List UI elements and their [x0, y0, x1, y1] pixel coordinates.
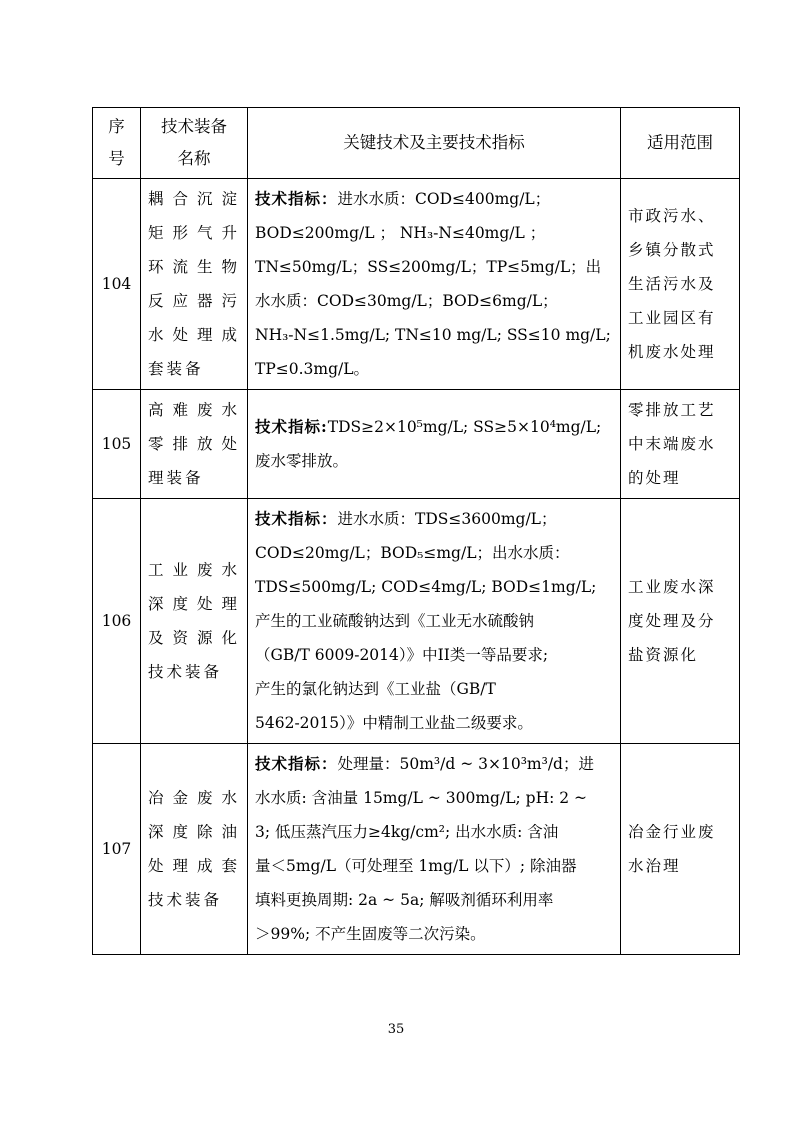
table-row	[93, 390, 740, 499]
spec-line	[255, 410, 613, 444]
equipment-name-line: 零 排 放 处	[148, 435, 240, 453]
spec-text: 5462-2015）》中精制工业盐二级要求。	[255, 714, 533, 732]
scope-line: 盐资源化	[628, 646, 699, 664]
spec-text: 进水水质：TDS≤3600mg/L；	[337, 510, 557, 528]
row-seq: 105	[93, 390, 141, 499]
spec-text: ＞99%; 不产生固废等二次污染。	[255, 925, 486, 943]
spec-text: 填料更换周期: 2a ~ 5a; 解吸剂循环利用率	[255, 891, 554, 909]
header-name-line1: 技术装备	[161, 117, 227, 136]
spec-line	[255, 815, 613, 849]
row-equipment-name	[141, 499, 248, 744]
row-seq: 104	[93, 179, 141, 390]
spec-text: （GB/T 6009-2014）》中II类一等品要求;	[255, 646, 549, 664]
spec-line	[255, 502, 613, 536]
spec-text: 处理量：50m³/d ~ 3×10³m³/d；进	[337, 755, 594, 773]
row-spec	[248, 390, 621, 499]
spec-line	[255, 781, 613, 815]
spec-line	[255, 570, 613, 604]
header-name-line2: 名称	[177, 149, 211, 168]
header-seq-line2: 号	[108, 149, 125, 168]
equipment-name-line: 技术装备	[148, 891, 223, 909]
spec-line	[255, 747, 613, 781]
spec-text: TDS≥2×10⁵mg/L; SS≥5×10⁴mg/L;	[327, 418, 602, 436]
row-spec	[248, 179, 621, 390]
spec-text: TN≤50mg/L；SS≤200mg/L；TP≤5mg/L；出	[255, 258, 602, 276]
scope-line: 的处理	[628, 469, 681, 487]
spec-line	[255, 216, 613, 250]
spec-line	[255, 182, 613, 216]
row-seq: 107	[93, 744, 141, 955]
spec-line	[255, 444, 613, 478]
spec-text: 产生的氯化钠达到《工业盐（GB/T	[255, 680, 496, 698]
header-scope: 适用范围	[621, 108, 740, 179]
row-spec	[248, 744, 621, 955]
equipment-name-line: 高 难 废 水	[148, 401, 240, 419]
row-seq: 106	[93, 499, 141, 744]
scope-line: 机废水处理	[628, 343, 716, 361]
spec-label: 技术指标：	[255, 509, 338, 528]
spec-line	[255, 883, 613, 917]
spec-line	[255, 672, 613, 706]
scope-line: 中末端废水	[628, 435, 716, 453]
equipment-name-line: 冶 金 废 水	[148, 789, 240, 807]
spec-text: 废水零排放。	[255, 452, 349, 470]
spec-line	[255, 250, 613, 284]
spec-line	[255, 284, 613, 318]
spec-label: 技术指标：	[255, 754, 338, 773]
page-number: 35	[387, 1022, 405, 1037]
spec-text: 产生的工业硫酸钠达到《工业无水硫酸钠	[255, 612, 535, 630]
scope-line: 度处理及分	[628, 612, 716, 630]
equipment-name-line: 套装备	[148, 360, 204, 378]
spec-text: TP≤0.3mg/L。	[255, 360, 370, 378]
equipment-name-line: 技术装备	[148, 663, 223, 681]
spec-line	[255, 638, 613, 672]
spec-text: 量＜5mg/L（可处理至 1mg/L 以下）; 除油器	[255, 857, 577, 875]
equipment-name-line: 水 处 理 成	[148, 326, 240, 344]
spec-text: 进水水质：COD≤400mg/L；	[337, 190, 551, 208]
scope-line: 市政污水、	[628, 207, 716, 225]
equipment-name-line: 矩 形 气 升	[148, 224, 240, 242]
spec-line	[255, 318, 613, 352]
equipment-name-line: 深 度 处 理	[148, 595, 240, 613]
spec-line	[255, 536, 613, 570]
header-spec: 关键技术及主要技术指标	[248, 108, 621, 179]
equipment-name-line: 耦 合 沉 淀	[148, 190, 240, 208]
spec-line	[255, 849, 613, 883]
row-spec	[248, 499, 621, 744]
spec-text: NH₃-N≤1.5mg/L; TN≤10 mg/L; SS≤10 mg/L;	[255, 326, 611, 344]
header-seq	[93, 108, 141, 179]
spec-text: 3; 低压蒸汽压力≥4kg/cm²; 出水水质: 含油	[255, 823, 559, 841]
scope-line: 工业园区有	[628, 309, 716, 327]
spec-label: 技术指标：	[255, 189, 338, 208]
row-scope	[621, 744, 740, 955]
spec-text: TDS≤500mg/L; COD≤4mg/L; BOD≤1mg/L;	[255, 578, 597, 596]
equipment-name-line: 理装备	[148, 469, 204, 487]
row-equipment-name	[141, 179, 248, 390]
row-scope	[621, 179, 740, 390]
scope-line: 零排放工艺	[628, 401, 716, 419]
spec-line	[255, 917, 613, 951]
scope-line: 水治理	[628, 857, 681, 875]
spec-line	[255, 352, 613, 386]
table-header-row	[93, 108, 740, 179]
row-scope	[621, 499, 740, 744]
equipment-name-line: 及 资 源 化	[148, 629, 240, 647]
row-scope	[621, 390, 740, 499]
spec-text: 水水质: 含油量 15mg/L ~ 300mg/L; pH: 2 ~	[255, 789, 588, 807]
table-row	[93, 744, 740, 955]
spec-line	[255, 706, 613, 740]
spec-label: 技术指标:	[255, 417, 328, 436]
spec-text: COD≤20mg/L；BOD₅≤mg/L；出水水质：	[255, 544, 570, 562]
spec-line	[255, 604, 613, 638]
table-row	[93, 499, 740, 744]
spec-text: BOD≤200mg/L ； NH₃-N≤40mg/L ；	[255, 224, 546, 242]
header-seq-line1: 序	[108, 117, 125, 136]
equipment-name-line: 深 度 除 油	[148, 823, 240, 841]
equipment-name-line: 处 理 成 套	[148, 857, 240, 875]
table-row	[93, 179, 740, 390]
scope-line: 工业废水深	[628, 578, 716, 596]
equipment-name-line: 环 流 生 物	[148, 258, 240, 276]
equipment-name-line: 工 业 废 水	[148, 561, 240, 579]
row-equipment-name	[141, 390, 248, 499]
header-name	[141, 108, 248, 179]
row-equipment-name	[141, 744, 248, 955]
table-body	[93, 179, 740, 955]
equipment-name-line: 反 应 器 污	[148, 292, 240, 310]
scope-line: 冶金行业废	[628, 823, 716, 841]
equipment-spec-table	[92, 107, 740, 955]
scope-line: 乡镇分散式	[628, 241, 716, 259]
scope-line: 生活污水及	[628, 275, 716, 293]
spec-text: 水水质：COD≤30mg/L；BOD≤6mg/L；	[255, 292, 558, 310]
